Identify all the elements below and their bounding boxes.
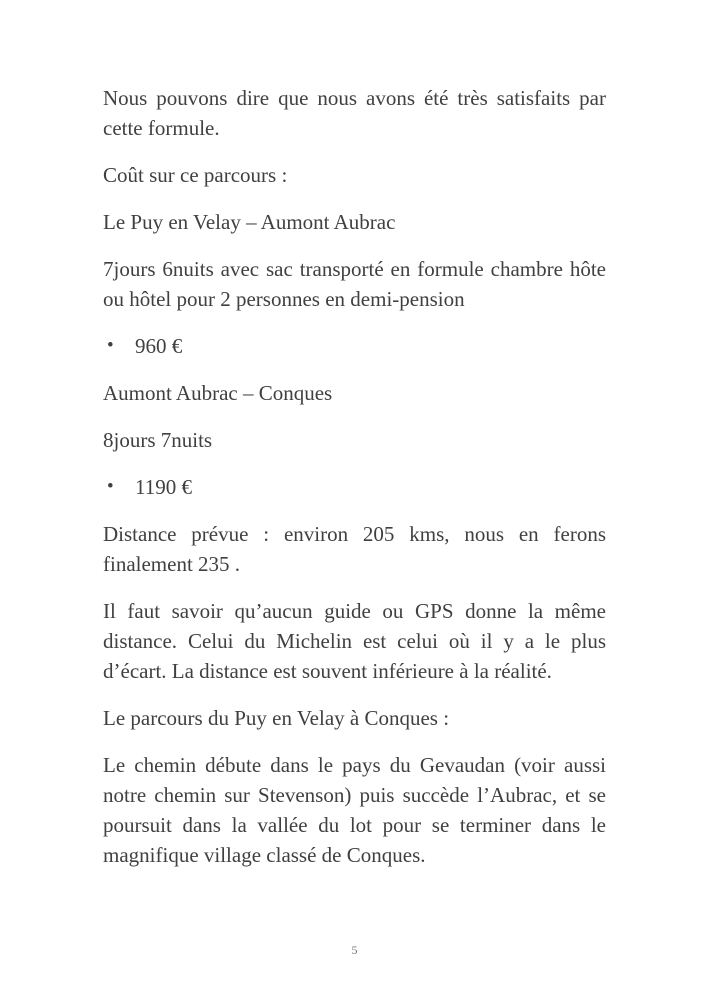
paragraph-cost-heading: Coût sur ce parcours : [103,163,288,187]
bullet-item-price-960 [103,331,606,361]
bullet-icon: • [107,335,114,356]
paragraph-gps-note: Il faut savoir qu’aucun guide ou GPS donne la même distance. Celui du Michelin est celui où il y a le plus d’écart. La distance est souvent inférieure à la réalité. [103,599,606,683]
paragraph-route-aumont-conques: Aumont Aubrac – Conques [103,381,333,405]
paragraph-satisfaction: Nous pouvons dire que nous avons été très satisfaits par cette formule. [103,86,606,140]
bullet-text-price-960: 960 € [135,334,183,358]
page-content [103,83,606,887]
bullet-icon: • [107,476,114,497]
page-number: 5 [351,943,358,957]
paragraph-chemin-description: Le chemin débute dans le pays du Gevaudan (voir aussi notre chemin sur Stevenson) puis succède l’Aubrac, et se poursuit dans la vallée du lot pour se terminer dans le magnifique village classé de Conques. [103,753,606,867]
bullet-text-price-1190: 1190 € [135,475,192,499]
bullet-item-price-1190 [103,472,606,502]
paragraph-route-puy-aumont: Le Puy en Velay – Aumont Aubrac [103,210,396,234]
paragraph-formula-details: 7jours 6nuits avec sac transporté en formule chambre hôte ou hôtel pour 2 personnes en demi-pension [103,257,606,311]
paragraph-distance: Distance prévue : environ 205 kms, nous en ferons finalement 235 . [103,522,606,576]
paragraph-duration: 8jours 7nuits [103,428,213,452]
page-footer [0,941,709,959]
paragraph-parcours-heading: Le parcours du Puy en Velay à Conques : [103,706,450,730]
